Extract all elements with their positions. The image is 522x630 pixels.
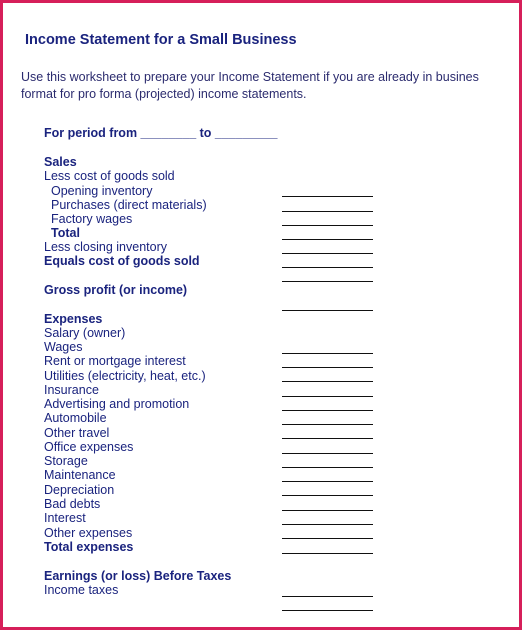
entry-line — [282, 553, 373, 554]
entry-line — [282, 267, 373, 268]
row-label: Depreciation — [44, 483, 115, 497]
intro-line-1: Use this worksheet to prepare your Income Statement if you are already in busines — [21, 70, 479, 84]
entry-line — [282, 467, 373, 468]
intro-text — [21, 69, 479, 103]
entry-line — [282, 396, 373, 397]
row-label: Income taxes — [44, 583, 119, 597]
page-title: Income Statement for a Small Business — [25, 32, 297, 48]
row-label: Utilities (electricity, heat, etc.) — [44, 369, 206, 383]
entry-line — [282, 538, 373, 539]
intro-line-2: format for pro forma (projected) income statements. — [21, 87, 307, 101]
entry-line — [282, 481, 373, 482]
entry-line — [282, 196, 373, 197]
row-label: Factory wages — [51, 212, 133, 226]
row-label: Less cost of goods sold — [44, 169, 175, 183]
row-label: Automobile — [44, 411, 107, 425]
row-label: Advertising and promotion — [44, 397, 190, 411]
entry-line — [282, 510, 373, 511]
row-label: Insurance — [44, 383, 99, 397]
entry-line — [282, 310, 373, 311]
entry-line — [282, 353, 373, 354]
entry-line — [282, 424, 373, 425]
row-label: Storage — [44, 454, 88, 468]
row-label: Opening inventory — [51, 184, 153, 198]
row-label: Maintenance — [44, 468, 116, 482]
row-label: Sales — [44, 155, 77, 169]
entry-line — [282, 438, 373, 439]
period-label: For period from ________ to _________ — [44, 126, 278, 140]
row-label: Bad debts — [44, 497, 101, 511]
entry-line — [282, 253, 373, 254]
entry-line — [282, 381, 373, 382]
entry-line — [282, 596, 373, 597]
row-label: Gross profit (or income) — [44, 283, 188, 297]
entry-line — [282, 453, 373, 454]
row-label: Other expenses — [44, 526, 133, 540]
entry-line — [282, 367, 373, 368]
entry-line — [282, 410, 373, 411]
row-label: Rent or mortgage interest — [44, 354, 186, 368]
row-label: Equals cost of goods sold — [44, 254, 200, 268]
row-label: Wages — [44, 340, 83, 354]
row-label: Purchases (direct materials) — [51, 198, 207, 212]
row-label: Total expenses — [44, 540, 134, 554]
entry-line — [282, 281, 373, 282]
entry-line — [282, 211, 373, 212]
row-label: Expenses — [44, 312, 103, 326]
entry-line — [282, 239, 373, 240]
entry-line — [282, 495, 373, 496]
row-label: Office expenses — [44, 440, 134, 454]
entry-line — [282, 524, 373, 525]
row-label: Other travel — [44, 426, 110, 440]
row-label: Interest — [44, 511, 86, 525]
worksheet-page — [3, 3, 519, 627]
entry-line — [282, 610, 373, 611]
row-label: Earnings (or loss) Before Taxes — [44, 569, 232, 583]
row-label: Salary (owner) — [44, 326, 126, 340]
row-label: Total — [51, 226, 80, 240]
row-label: Less closing inventory — [44, 240, 167, 254]
entry-line — [282, 225, 373, 226]
